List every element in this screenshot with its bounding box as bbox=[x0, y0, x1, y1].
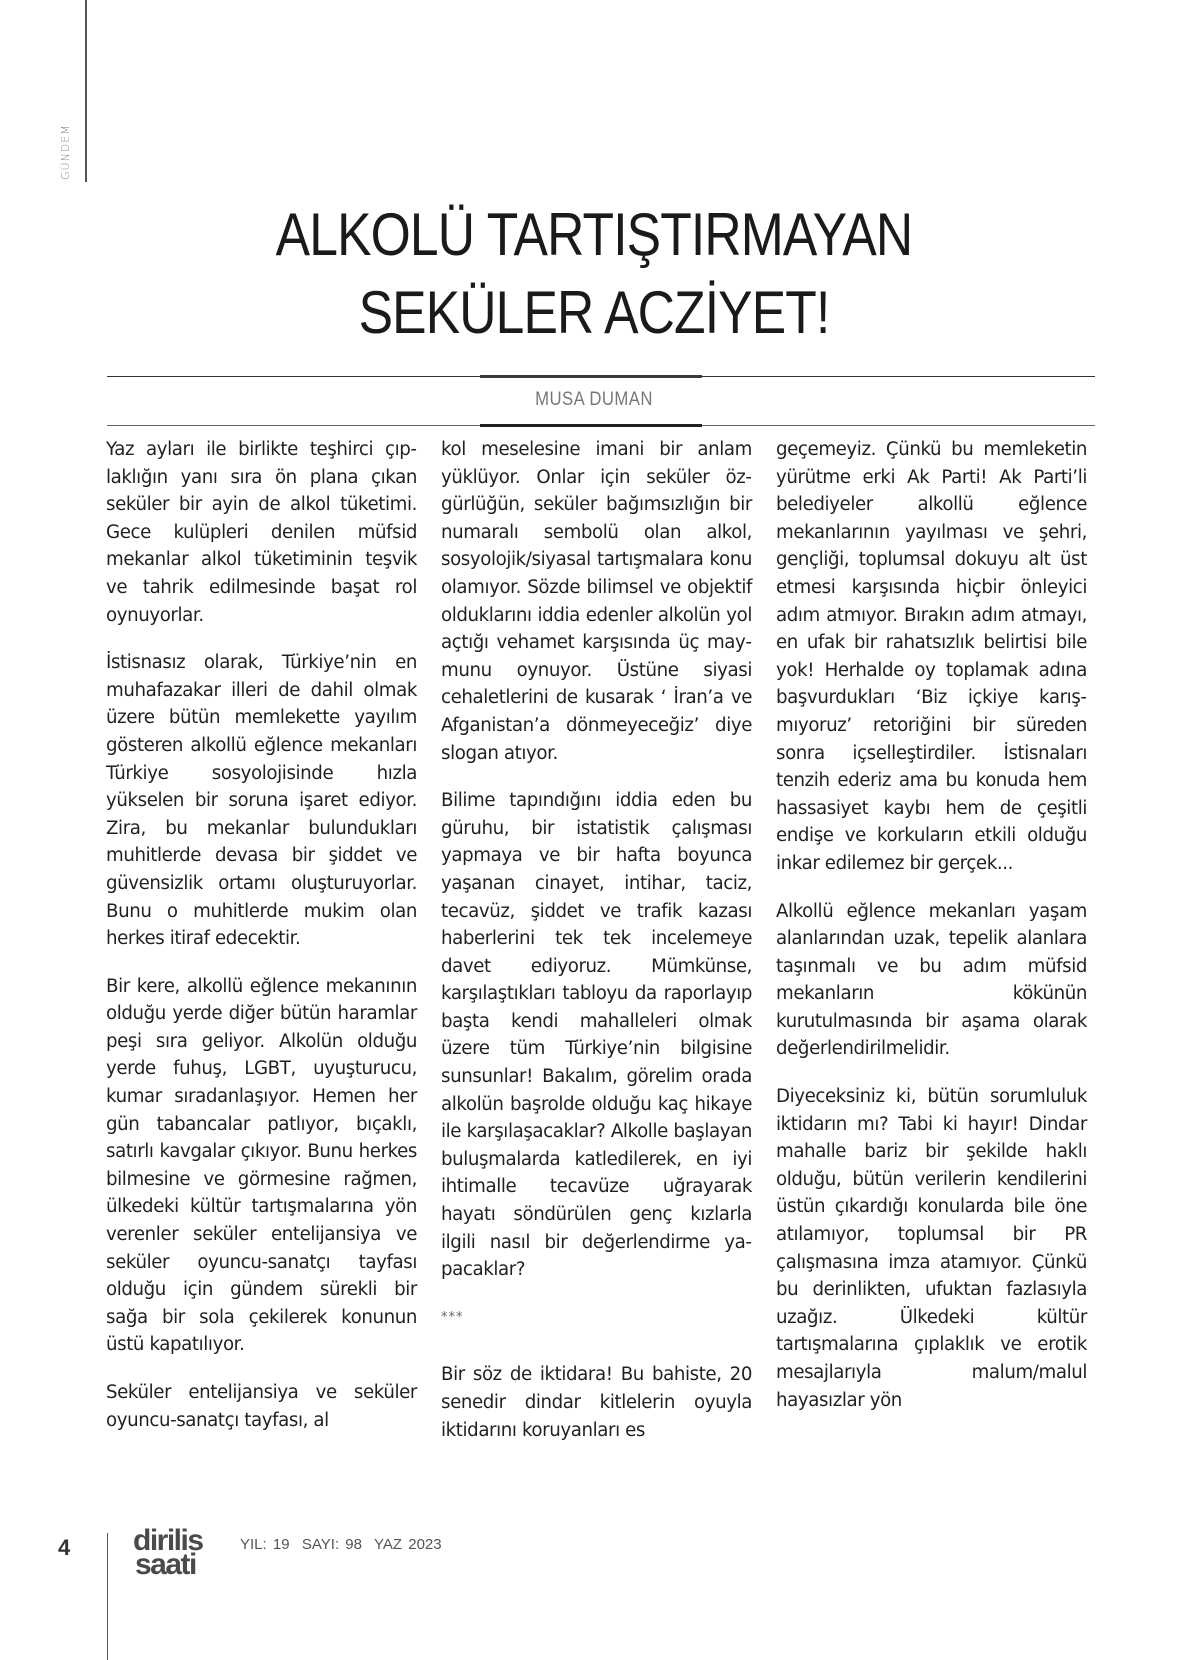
paragraph: Seküler entelijansiya ve seküler oyuncu-sanatçı tayfası, al bbox=[106, 1382, 417, 1431]
logo-line-2: saati bbox=[135, 1548, 196, 1581]
paragraph: Bir söz de iktidara! Bu bahiste, 20 senedir dindar kitlelerin oyuyla iktidarını koruyanları es bbox=[441, 1364, 752, 1441]
issue-info: YIL: 19 SAYI: 98 YAZ 2023 bbox=[240, 1536, 442, 1553]
divider-accent bbox=[480, 424, 702, 427]
logo-line-1: dirilis bbox=[133, 1524, 203, 1557]
text-column-1 bbox=[106, 436, 417, 1464]
text-column-2 bbox=[441, 436, 752, 1464]
title-line-2: SEKÜLER ACZİYET! bbox=[358, 279, 830, 346]
paragraph: İstisnasız olarak, Türkiye’nin en muhafazakar illeri de dahil olmak üzere bütün memlekette yayılım gösteren alkollü eğlence mekanları Türkiye sosyolojisinde hızla yükselen bir soruna işaret ediyor. Zira, bu mekanlar bulundukları muhitlerde devasa bir şiddet ve güvensizlik ortamı oluşturuyorlar. Bunu o muhitlerde mukim olan herkes itiraf edecektir. bbox=[106, 652, 417, 950]
article-body bbox=[106, 436, 1088, 1464]
paragraph: kol meselesine imani bir anlam yüklüyor. Onlar için seküler özgürlüğün, seküler bağımsızlığın bir numaralı sembolü olan alkol, sosyolojik/siyasal tartışmalara konu olamıyor. Sözde bilimsel ve objektif olduklarını iddia edenler alkolün yol açtığı vehamet karşısında üç maymunu oynuyor. Üstüne siyasi cehaletlerini de kusarak ‘ İran’a ve Afganistan’a dönmeyeceğiz’ diye slogan atıyor. bbox=[441, 439, 752, 764]
article-title bbox=[83, 196, 1105, 352]
page-number: 4 bbox=[58, 1535, 71, 1560]
divider-accent bbox=[480, 375, 702, 378]
paragraph: Diyeceksiniz ki, bütün sorumluluk iktidarın mı? Tabi ki hayır! Dindar mahalle bariz bir şekilde haklı olduğu, bütün verilerin kendilerini üstün çıkardığı konularda bile öne atılamıyor, toplumsal bir PR çalışmasına imza atamıyor. Çünkü bu derinlikten, ufuktan fazlasıyla uzağız. Ülkedeki kültür tartışmalarına çıplaklık ve erotik mesajlarıyla malum/malul hayasızlar yön bbox=[776, 1086, 1087, 1411]
byline-bottom-divider bbox=[107, 425, 1095, 426]
paragraph: Alkollü eğlence mekanları yaşam alanlarından uzak, tepelik alanlara taşınmalı ve bu adım müfsid mekanların kökünün kurutulmasında bir aşama olarak değerlendirilmelidir. bbox=[776, 900, 1087, 1060]
footer-divider bbox=[107, 1533, 108, 1660]
section-separator: *** bbox=[441, 1309, 464, 1325]
section-side-rule bbox=[85, 0, 87, 182]
text-column-3 bbox=[776, 436, 1087, 1464]
title-line-1: ALKOLÜ TARTIŞTIRMAYAN bbox=[275, 201, 913, 268]
magazine-logo bbox=[133, 1524, 203, 1581]
byline-top-divider bbox=[107, 376, 1095, 377]
author-byline: MUSA DUMAN bbox=[535, 389, 653, 410]
paragraph: Bilime tapındığını iddia eden bu güruhu, bir istatistik çalışması yapmaya ve bir hafta boyunca yaşanan cinayet, intihar, taciz, tecavüz, şiddet ve trafik kazası haberlerini tek tek incelemeye davet ediyoruz. Mümkünse, karşılaştıkları tabloyu da raporlayıp başta kendi mahalleleri olmak üzere tüm Türkiye’nin bilgisine sunsunlar! Bakalım, görelim orada alkolün başrolde olduğu kaç hikaye ile karşılaşacaklar? Alkolle başlayan buluşmalarda katledilerek, en iyi ihtimalle tecavüze uğrayarak hayatı söndürülen genç kızlarla ilgili nasıl bir değerlendirme yapacaklar? bbox=[441, 790, 752, 1281]
paragraph: Yaz ayları ile birlikte teşhirci çıplaklığın yanı sıra ön plana çıkan seküler bir ayin de alkol tüketimi. Gece kulüpleri denilen müfsid mekanlar alkol tüketiminin teşvik ve tahrik edilmesinde başat rol oynuyorlar. bbox=[106, 439, 417, 626]
paragraph: geçemeyiz. Çünkü bu memleketin yürütme erki Ak Parti! Ak Parti’li belediyeler alkollü eğlence mekanlarının yayılması ve şehri, gençliği, toplumsal dokuyu alt üst etmesi karşısında hiçbir önleyici adım atmıyor. Bırakın adım atmayı, en ufak bir rahatsızlık belirtisi bile yok! Herhalde oy toplamak adına başvurdukları ‘Biz içkiye karışmıyoruz’ retoriğini bir süreden sonra içselleştirdiler. İstisnaları tenzih ederiz ama bu konuda hem hassasiyet kaybı hem de çeşitli endişe ve korkuların etkili olduğu inkar edilemez bir gerçek... bbox=[776, 439, 1087, 874]
paragraph: Bir kere, alkollü eğlence mekanının olduğu yerde diğer bütün haramlar peşi sıra geliyor. Alkolün olduğu yerde fuhuş, LGBT, uyuşturucu, kumar sıradanlaşıyor. Hemen her gün tabancalar patlıyor, bıçaklı, satırlı kavgalar çıkıyor. Bunu herkes bilmesine ve görmesine rağmen, ülkedeki kültür tartışmalarına yön verenler seküler entelijansiya ve seküler oyuncu-sanatçı tayfası olduğu için gündem sürekli bir sağa bir sola çekilerek konunun üstü kapatılıyor. bbox=[106, 975, 417, 1356]
section-label: GÜNDEM bbox=[59, 124, 72, 180]
